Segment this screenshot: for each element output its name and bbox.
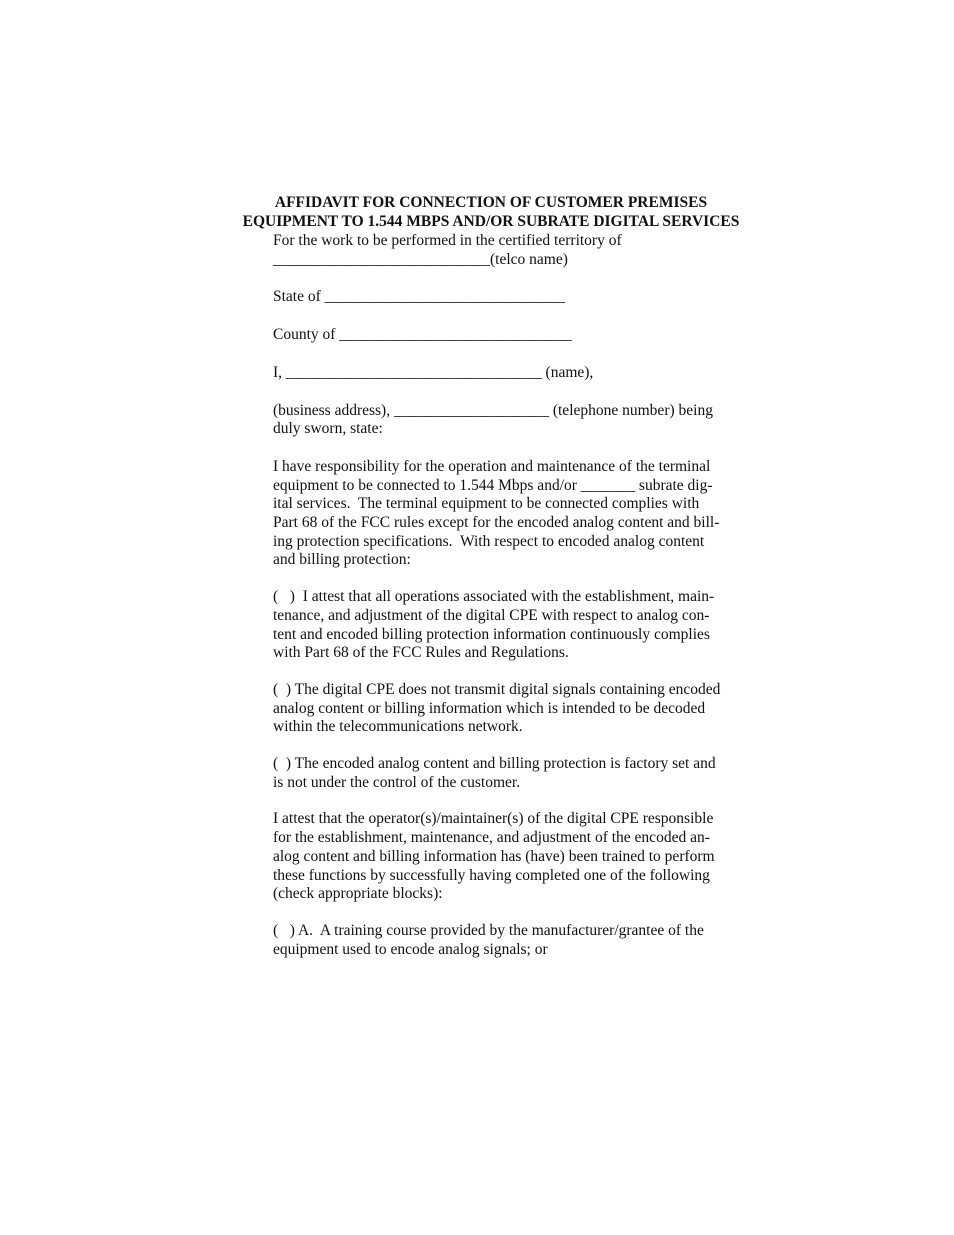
paragraph-line: tenance, and adjustment of the digital CPE with respect to analog con- <box>273 606 710 624</box>
paragraph-line: within the telecommunications network. <box>273 718 523 736</box>
paragraph-line: analog content or billing information which is intended to be decoded <box>273 699 706 717</box>
telco-name-field: ____________________________(telco name) <box>273 250 568 268</box>
sworn-statement: duly sworn, state: <box>273 420 383 438</box>
paragraph-line: equipment to be connected to 1.544 Mbps and/or _______ subrate dig- <box>273 476 713 494</box>
title-line-1: AFFIDAVIT FOR CONNECTION OF CUSTOMER PREMISES <box>274 194 708 211</box>
paragraph-line: ital services. The terminal equipment to be connected complies with <box>273 495 700 513</box>
paragraph-line: (check appropriate blocks): <box>273 885 443 903</box>
title-line-2: EQUIPMENT TO 1.544 MBPS AND/OR SUBRATE DIGITAL SERVICES <box>242 213 740 230</box>
paragraph-line: equipment used to encode analog signals; or <box>273 940 548 958</box>
paragraph-line: ( ) The digital CPE does not transmit digital signals containing encoded <box>273 680 721 698</box>
paragraph-line: for the establishment, maintenance, and adjustment of the encoded an- <box>273 829 710 847</box>
paragraph-line: ( ) I attest that all operations associated with the establishment, main- <box>273 588 715 606</box>
state-field: State of _______________________________ <box>273 288 565 306</box>
county-field: County of ______________________________ <box>273 326 572 344</box>
paragraph-line: I have responsibility for the operation and maintenance of the terminal <box>273 457 711 475</box>
paragraph-line: ing protection specifications. With respect to encoded analog content <box>273 532 705 550</box>
paragraph-line: with Part 68 of the FCC Rules and Regulations. <box>273 644 569 662</box>
paragraph-line: Part 68 of the FCC rules except for the encoded analog content and bill- <box>273 514 720 532</box>
paragraph-line: tent and encoded billing protection information continuously complies <box>273 625 710 643</box>
paragraph-line: ( ) A. A training course provided by the manufacturer/grantee of the <box>273 921 704 939</box>
option-factory-set <box>273 755 765 792</box>
affidavit-body <box>273 232 765 959</box>
paragraph-line: and billing protection: <box>273 551 411 569</box>
paragraph-line: I attest that the operator(s)/maintainer(s) of the digital CPE responsible <box>273 810 714 828</box>
document-title <box>200 193 782 231</box>
paragraph-line: is not under the control of the customer. <box>273 773 521 791</box>
responsibility-paragraph <box>273 458 765 570</box>
territory-line: For the work to be performed in the certified territory of <box>273 232 622 249</box>
name-field: I, _________________________________ (name), <box>273 363 594 381</box>
address-phone-field: (business address), ____________________ (telephone number) being <box>273 401 713 419</box>
option-continuous-compliance <box>273 588 765 663</box>
option-a-training-course <box>273 922 765 959</box>
option-no-encoded-signals <box>273 681 765 737</box>
paragraph-line: ( ) The encoded analog content and billing protection is factory set and <box>273 755 716 773</box>
paragraph-line: these functions by successfully having completed one of the following <box>273 866 710 884</box>
paragraph-line: alog content and billing information has (have) been trained to perform <box>273 847 715 865</box>
training-attestation-paragraph <box>273 810 765 904</box>
